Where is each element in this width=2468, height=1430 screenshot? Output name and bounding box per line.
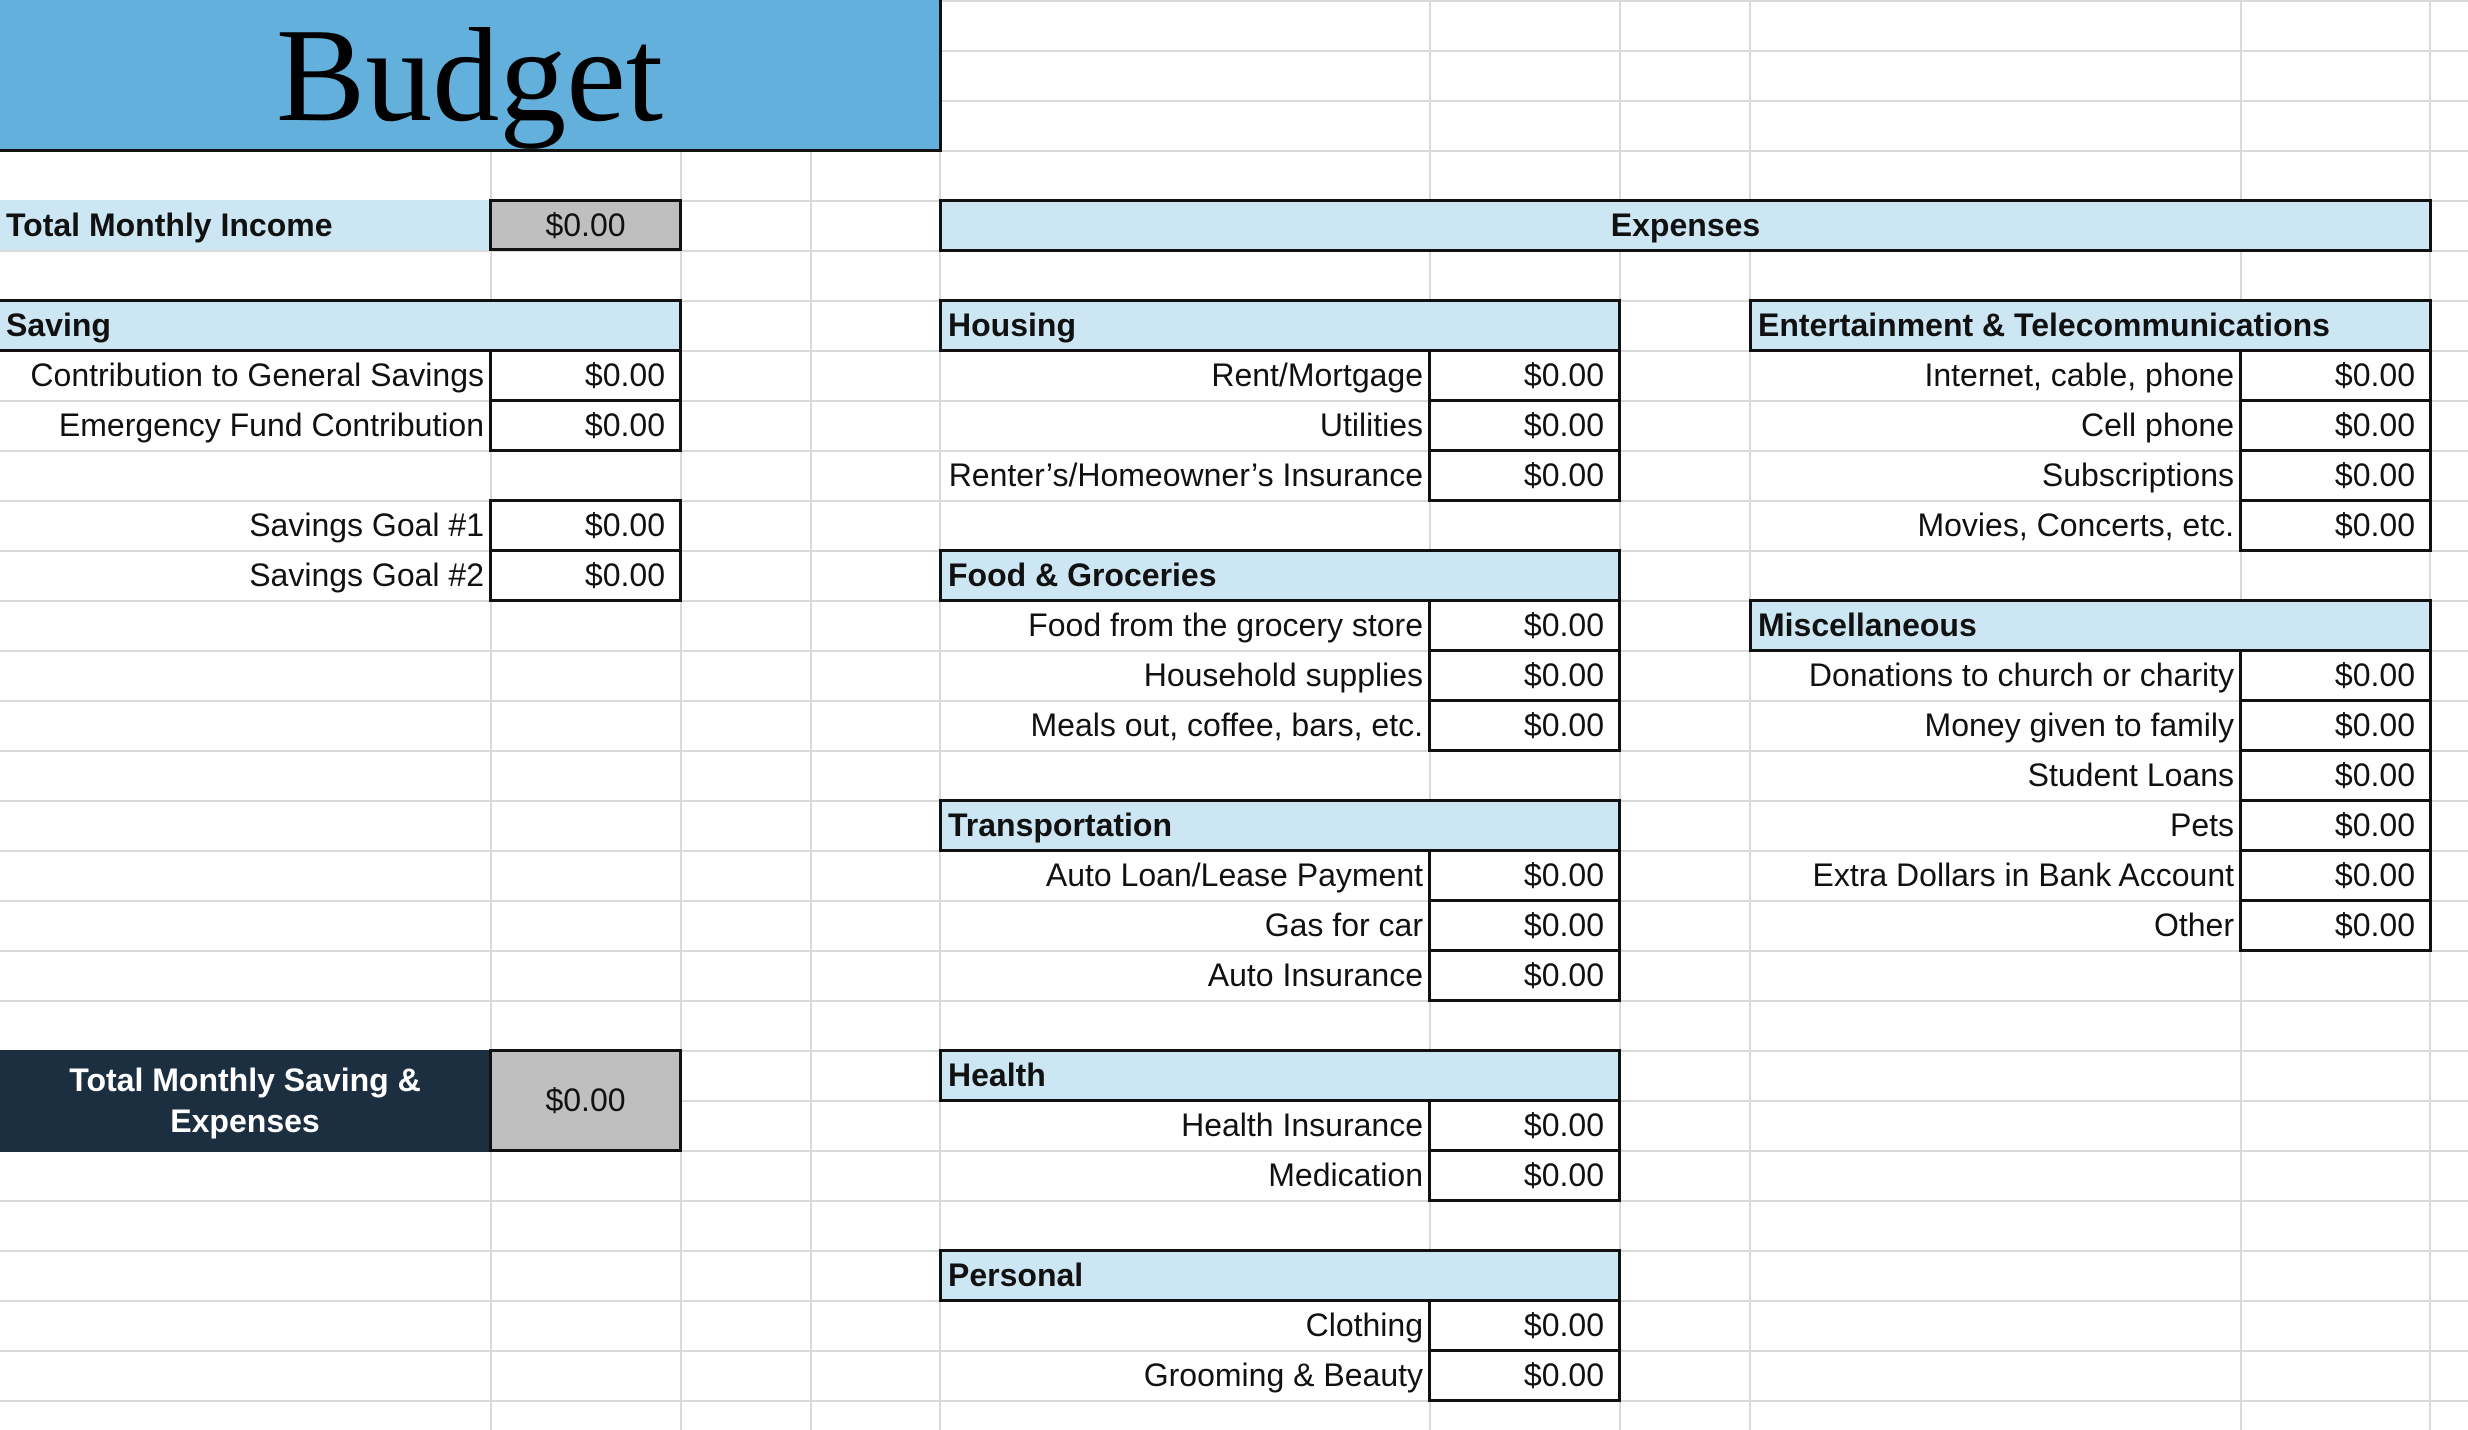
- personal-label: Grooming & Beauty: [1143, 1356, 1423, 1393]
- food-label: Household supplies: [1143, 656, 1423, 693]
- entertainment-value-cell[interactable]: $0.00: [2239, 449, 2432, 502]
- entertainment-label: Movies, Concerts, etc.: [1917, 506, 2234, 543]
- saving-label: Savings Goal #1: [249, 506, 484, 543]
- transportation-header[interactable]: Transportation: [939, 799, 1621, 852]
- transportation-label: Gas for car: [1264, 906, 1423, 943]
- personal-header[interactable]: Personal: [939, 1249, 1621, 1302]
- personal-value-cell[interactable]: $0.00: [1428, 1299, 1621, 1352]
- saving-label: Emergency Fund Contribution: [58, 406, 484, 443]
- transportation-value-cell[interactable]: $0.00: [1428, 949, 1621, 1002]
- housing-value-cell[interactable]: $0.00: [1428, 399, 1621, 452]
- food-header[interactable]: Food & Groceries: [939, 549, 1621, 602]
- transportation-value-cell[interactable]: $0.00: [1428, 849, 1621, 902]
- expenses-header[interactable]: Expenses: [939, 199, 2432, 252]
- entertainment-header[interactable]: Entertainment & Telecommunications: [1749, 299, 2432, 352]
- saving-value-cell[interactable]: $0.00: [489, 549, 682, 602]
- food-label: Food from the grocery store: [1028, 606, 1423, 643]
- entertainment-label: Internet, cable, phone: [1924, 356, 2234, 393]
- food-label: Meals out, coffee, bars, etc.: [1030, 706, 1423, 743]
- entertainment-value-cell[interactable]: $0.00: [2239, 349, 2432, 402]
- housing-value-cell[interactable]: $0.00: [1428, 349, 1621, 402]
- personal-value-cell[interactable]: $0.00: [1428, 1349, 1621, 1402]
- health-value-cell[interactable]: $0.00: [1428, 1099, 1621, 1152]
- entertainment-label: Subscriptions: [2041, 456, 2234, 493]
- food-value-cell[interactable]: $0.00: [1428, 699, 1621, 752]
- health-label: Medication: [1268, 1156, 1423, 1193]
- misc-label: Extra Dollars in Bank Account: [1812, 856, 2234, 893]
- transportation-value-cell[interactable]: $0.00: [1428, 899, 1621, 952]
- misc-value-cell[interactable]: $0.00: [2239, 749, 2432, 802]
- misc-value-cell[interactable]: $0.00: [2239, 899, 2432, 952]
- housing-label: Utilities: [1319, 406, 1423, 443]
- housing-label: Rent/Mortgage: [1211, 356, 1423, 393]
- saving-header[interactable]: Saving: [0, 299, 682, 352]
- saving-value-cell[interactable]: $0.00: [489, 399, 682, 452]
- housing-label: Renter’s/Homeowner’s Insurance: [948, 456, 1423, 493]
- health-label: Health Insurance: [1181, 1106, 1423, 1143]
- misc-label: Donations to church or charity: [1808, 656, 2234, 693]
- transportation-label: Auto Insurance: [1207, 956, 1423, 993]
- total-saving-expenses-value[interactable]: $0.00: [489, 1049, 682, 1152]
- entertainment-value-cell[interactable]: $0.00: [2239, 499, 2432, 552]
- transportation-label: Auto Loan/Lease Payment: [1045, 856, 1423, 893]
- food-value-cell[interactable]: $0.00: [1428, 599, 1621, 652]
- saving-value-cell[interactable]: $0.00: [489, 499, 682, 552]
- misc-label: Pets: [2169, 806, 2234, 843]
- personal-label: Clothing: [1305, 1306, 1423, 1343]
- saving-label: Contribution to General Savings: [30, 356, 484, 393]
- misc-header[interactable]: Miscellaneous: [1749, 599, 2432, 652]
- health-value-cell[interactable]: $0.00: [1428, 1149, 1621, 1202]
- misc-value-cell[interactable]: $0.00: [2239, 849, 2432, 902]
- misc-value-cell[interactable]: $0.00: [2239, 799, 2432, 852]
- total-income-label[interactable]: Total Monthly Income: [0, 200, 490, 250]
- housing-header[interactable]: Housing: [939, 299, 1621, 352]
- health-header[interactable]: Health: [939, 1049, 1621, 1102]
- misc-label: Money given to family: [1924, 706, 2234, 743]
- misc-value-cell[interactable]: $0.00: [2239, 699, 2432, 752]
- saving-value-cell[interactable]: $0.00: [489, 349, 682, 402]
- entertainment-label: Cell phone: [2081, 406, 2234, 443]
- misc-label: Student Loans: [2027, 756, 2234, 793]
- misc-value-cell[interactable]: $0.00: [2239, 649, 2432, 702]
- entertainment-value-cell[interactable]: $0.00: [2239, 399, 2432, 452]
- saving-label: Savings Goal #2: [249, 556, 484, 593]
- misc-label: Other: [2153, 906, 2234, 943]
- housing-value-cell[interactable]: $0.00: [1428, 449, 1621, 502]
- budget-title[interactable]: Budget: [0, 0, 942, 152]
- total-saving-expenses-label[interactable]: Total Monthly Saving & Expenses: [0, 1050, 490, 1152]
- food-value-cell[interactable]: $0.00: [1428, 649, 1621, 702]
- total-income-value[interactable]: $0.00: [489, 199, 682, 251]
